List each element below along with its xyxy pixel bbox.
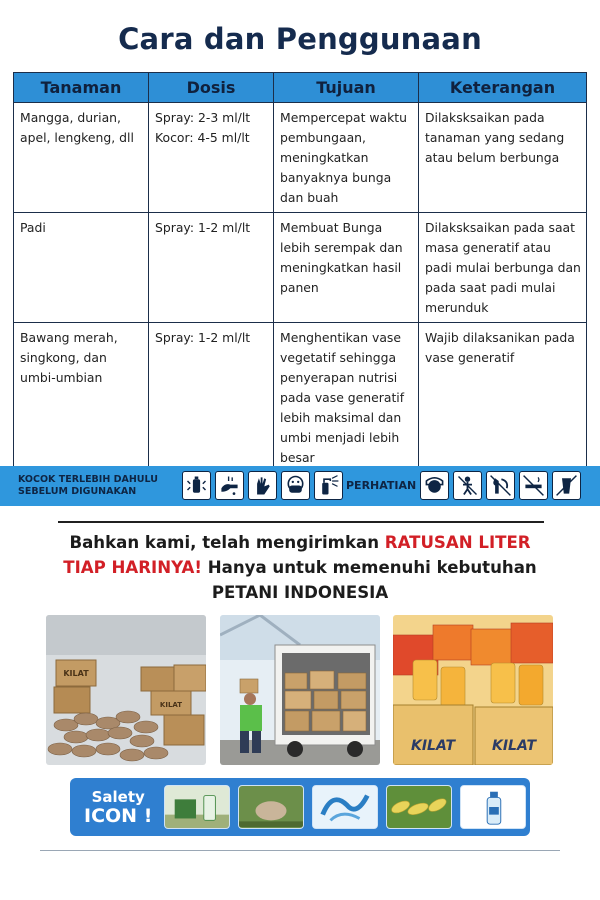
header-tanaman: Tanaman (14, 73, 149, 103)
safety-label: Salety ICON ! (84, 788, 153, 827)
face-mask-icon (281, 471, 310, 500)
cell-dosis: Spray: 1-2 ml/lt (149, 213, 274, 323)
cell-keterangan: Dilaksksaikan pada tanaman yang sedang atau belum berbunga (419, 103, 587, 213)
cell-tujuan: Membuat Bunga lebih serempak dan meningkatkan hasil panen (274, 213, 419, 323)
no-eating-icon (486, 471, 515, 500)
headline: Bahkan kami, telah mengirimkan RATUSAN LITER TIAP HARINYA! Hanya untuk memenuhi kebutuhan PETANI INDONESIA (0, 530, 600, 605)
gloves-icon (248, 471, 277, 500)
safety-icon-banner (70, 778, 530, 836)
warehouse-photo (46, 615, 206, 765)
box-label: KILAT (410, 738, 456, 754)
no-drinking-icon (552, 471, 581, 500)
header-dosis: Dosis (149, 73, 274, 103)
spray-icon (314, 471, 343, 500)
table-row (14, 213, 587, 323)
cell-tanaman: Mangga, durian, apel, lengkeng, dll (14, 103, 149, 213)
usage-table (13, 72, 587, 473)
product-bottle-thumbnail (164, 785, 230, 829)
headline-highlight-daily: TIAP HARINYA! (63, 558, 202, 577)
tuber-field-thumbnail (238, 785, 304, 829)
header-tujuan: Tujuan (274, 73, 419, 103)
water-splash-thumbnail (312, 785, 378, 829)
bottom-divider (40, 850, 560, 851)
headline-petani: PETANI INDONESIA (211, 583, 389, 602)
divider (58, 521, 544, 523)
cell-dosis: Spray: 1-2 ml/lt (149, 323, 274, 473)
box-label: KILAT (63, 669, 89, 678)
no-children-icon (453, 471, 482, 500)
cell-tujuan: Mempercepat waktu pembungaan, meningkatkan banyaknya bunga dan buah (274, 103, 419, 213)
cell-keterangan: Dilaksksaikan pada saat masa generatif atau padi mulai berbunga dan pada saat padi mulai merunduk (419, 213, 587, 323)
shake-instruction: KOCOK TERLEBIH DAHULU SEBELUM DIGUNAKAN (18, 474, 158, 497)
warning-band (0, 466, 600, 506)
no-smoking-icon (519, 471, 548, 500)
table-header-row (14, 73, 587, 103)
cell-keterangan: Wajib dilaksanikan pada vase generatif (419, 323, 587, 473)
box-label: KILAT (491, 738, 537, 754)
page-title: Cara dan Penggunaan (118, 22, 482, 56)
shake-bottle-icon (182, 471, 211, 500)
perhatian-label: PERHATIAN (346, 479, 417, 492)
cell-tanaman: Padi (14, 213, 149, 323)
cell-tanaman: Bawang merah, singkong, dan umbi-umbian (14, 323, 149, 473)
product-bottle-icon (460, 785, 526, 829)
header-keterangan: Keterangan (419, 73, 587, 103)
delivery-truck-photo (220, 615, 380, 765)
product-boxes-photo (393, 615, 553, 765)
face-shield-icon (420, 471, 449, 500)
cell-dosis: Spray: 2-3 ml/lt Kocor: 4-5 ml/lt (149, 103, 274, 213)
cell-tujuan: Menghentikan vase vegetatif sehingga penyerapan nutrisi pada vase generatif lebih maksimal dan umbi menjadi lebih besar (274, 323, 419, 473)
corn-harvest-thumbnail (386, 785, 452, 829)
table-row (14, 103, 587, 213)
table-row (14, 323, 587, 473)
wash-hands-icon (215, 471, 244, 500)
box-label: KILAT (159, 701, 183, 709)
headline-highlight-liters: RATUSAN LITER (384, 533, 531, 552)
